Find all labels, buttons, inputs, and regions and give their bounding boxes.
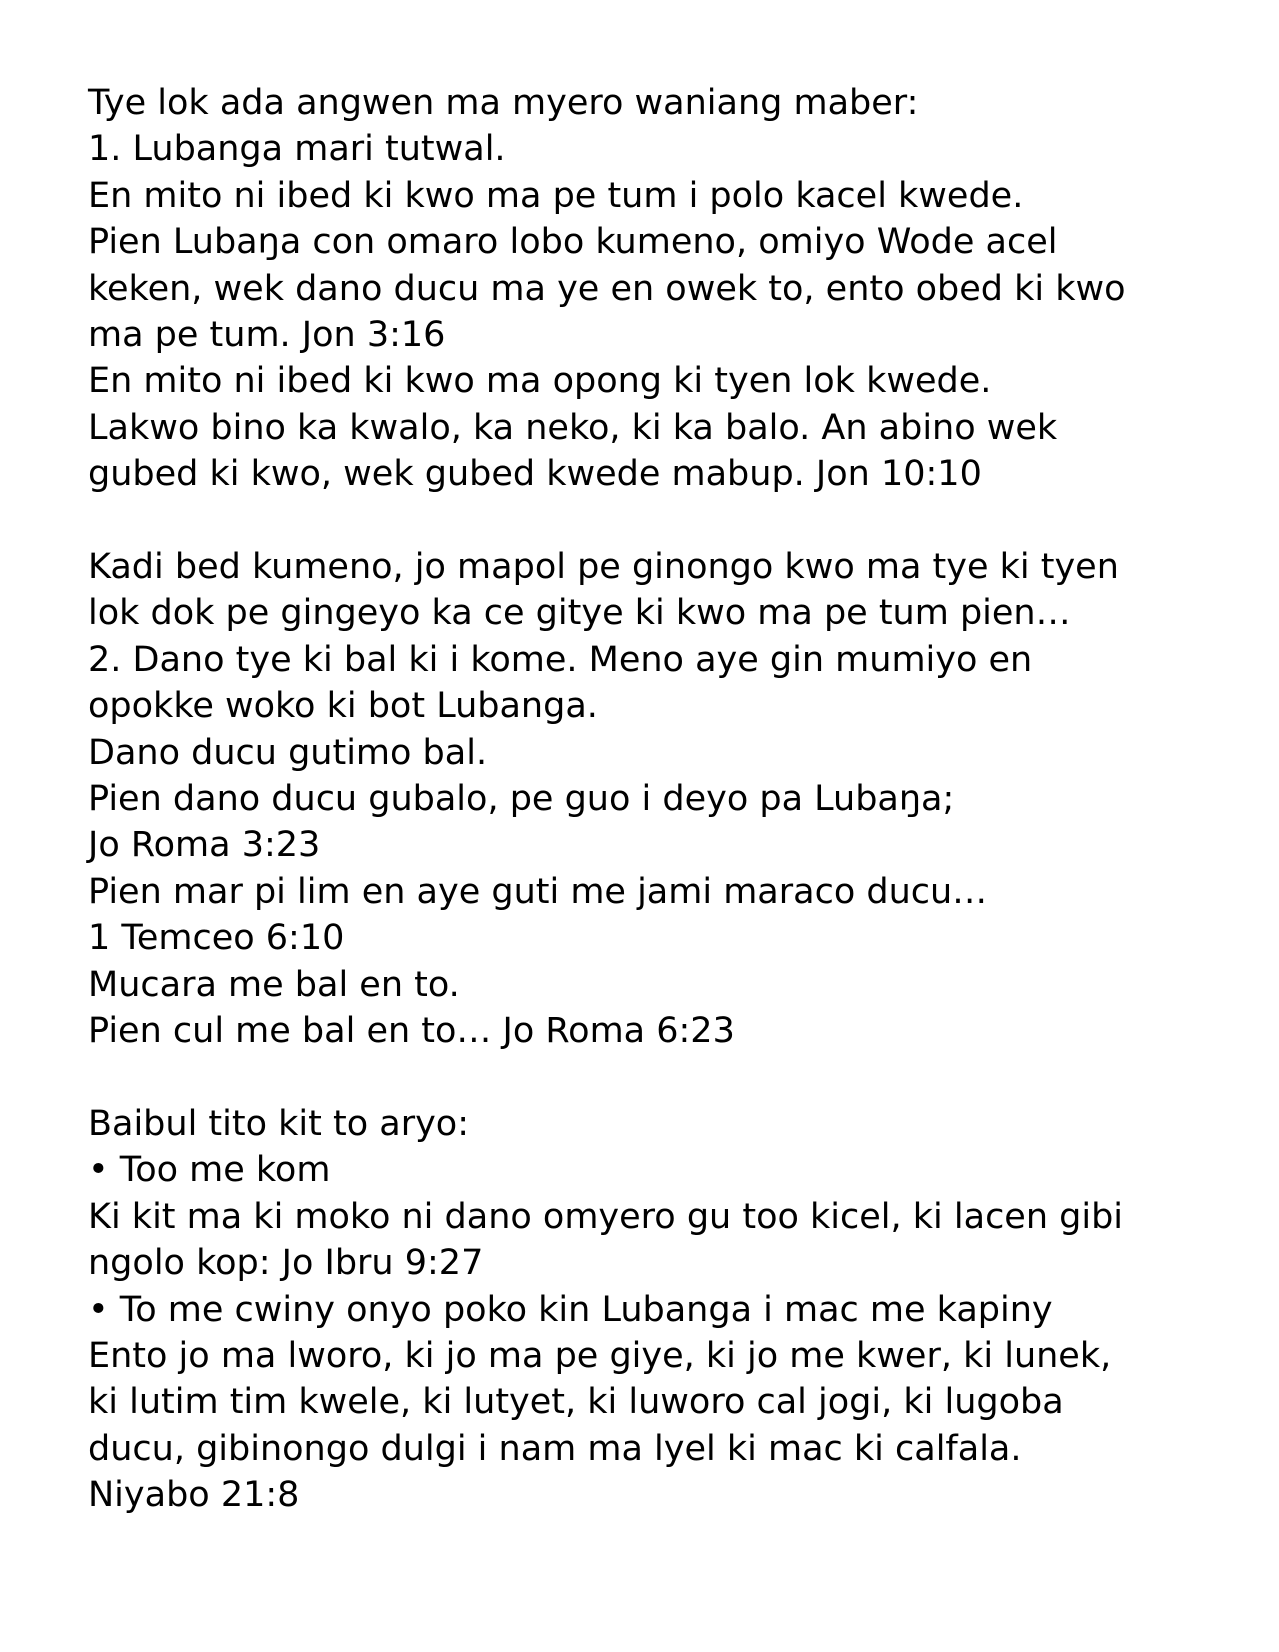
text-line: opokke woko ki bot Lubanga.	[88, 686, 598, 727]
text-line: Pien dano ducu gubalo, pe guo i deyo pa Lubaŋa;	[88, 779, 955, 820]
text-line: Pien cul me bal en to… Jo Roma 6:23	[88, 1011, 735, 1052]
section-1	[88, 80, 1218, 498]
text-line: gubed ki kwo, wek gubed kwede mabup. Jon 10:10	[88, 454, 982, 495]
text-line: Tye lok ada angwen ma myero waniang maber:	[88, 83, 919, 123]
text-line: • To me cwiny onyo poko kin Lubanga i mac me kapiny	[88, 1289, 1053, 1330]
text-line: Pien mar pi lim en aye guti me jami maraco ducu…	[88, 871, 988, 912]
text-line: Mucara me bal en to.	[88, 964, 460, 1005]
text-line: lok dok pe gingeyo ka ce gitye ki kwo ma pe tum pien…	[88, 593, 1071, 634]
text-line: 2. Dano tye ki bal ki i kome. Meno aye gin mumiyo en	[88, 639, 1033, 680]
section-3	[88, 1101, 1218, 1519]
text-line: keken, wek dano ducu ma ye en owek to, ento obed ki kwo	[88, 268, 1126, 309]
text-line: Dano ducu gutimo bal.	[88, 732, 488, 773]
section-2	[88, 544, 1218, 1054]
text-line: ngolo kop: Jo Ibru 9:27	[88, 1243, 484, 1284]
paragraph-gap	[88, 1055, 1218, 1101]
text-line: En mito ni ibed ki kwo ma pe tum i polo kacel kwede.	[88, 175, 1024, 216]
text-line: Kadi bed kumeno, jo mapol pe ginongo kwo ma tye ki tyen	[88, 547, 1119, 588]
text-line: Baibul tito kit to aryo:	[88, 1103, 470, 1144]
text-line: • Too me kom	[88, 1150, 331, 1191]
text-line: Lakwo bino ka kwalo, ka neko, ki ka balo. An abino wek	[88, 407, 1058, 448]
text-line: Niyabo 21:8	[88, 1475, 300, 1516]
text-line: 1 Temceo 6:10	[88, 918, 345, 959]
text-line: Jo Roma 3:23	[88, 825, 321, 866]
document-page	[88, 80, 1218, 1519]
paragraph-gap	[88, 498, 1218, 544]
text-line: Ento jo ma lworo, ki jo ma pe giye, ki jo me kwer, ki lunek,	[88, 1335, 1112, 1376]
text-line: ki lutim tim kwele, ki lutyet, ki luworo cal jogi, ki lugoba	[88, 1382, 1064, 1423]
text-line: Pien Lubaŋa con omaro lobo kumeno, omiyo Wode acel	[88, 222, 1058, 263]
text-line: ducu, gibinongo dulgi i nam ma lyel ki mac ki calfala.	[88, 1428, 1022, 1469]
text-line: Ki kit ma ki moko ni dano omyero gu too kicel, ki lacen gibi	[88, 1196, 1124, 1237]
text-line: En mito ni ibed ki kwo ma opong ki tyen lok kwede.	[88, 361, 992, 402]
text-line: ma pe tum. Jon 3:16	[88, 315, 446, 356]
text-line: 1. Lubanga mari tutwal.	[88, 129, 506, 170]
